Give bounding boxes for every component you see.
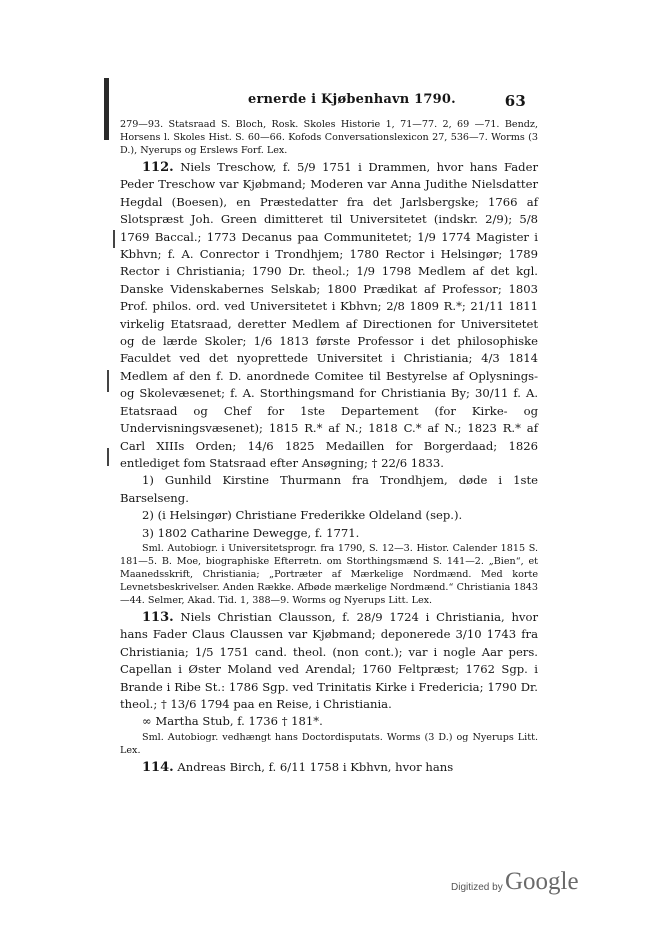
scan-margin-bar xyxy=(104,78,109,140)
entry-text: Niels Treschow, f. 5/9 1751 i Drammen, hvor hans Fader Peder Treschow var Kjøbmand; Moderen var Anna Judithe Nielsdatter Hegdal (Boesen), en Præstedatter fra det Jarlsbergske; 1766 af Slotspræst Joh. Green dimitteret til Universitetet (indskr. 2/9); 5/8 1769 Baccal.; 1773 Decanus paa Communitetet; 1/9 1774 Magister i Kbhvn; f. A. Conrector i Trondhjem; 1780 Rector i Helsingør; 1789 Rector i Christiania; 1790 Dr. theol.; 1/9 1798 Medlem af det kgl. Danske Videnskabernes Selskab; 1800 Prædikat af Professor; 1803 Prof. philos. ord. ved Universitetet i Kbhvn; 2/8 1809 R.*; 21/11 1811 virkelig Etatsraad, deretter Medlem af Directionen for Universitetet og de lærde Skoler; 1/6 1813 første Professor i det philosophiske Faculdet ved det nyoprettede Universitet i Christiania; 4/3 1814 Medlem af den f. D. anordnede Comitee til Bestyrelse af Oplysnings- og Skolevæsenet; f. A. Storthingsmand for Christiania By; 30/11 f. A. Etatsraad og Chef for 1ste Departement (for Kirke- og Undervisningsvæsenet); 1815 R.* af N.; 1818 C.* af N.; 1823 R.* af Carl XIIIs Orden; 14/6 1825 Medaillen for Borgerdaad; 1826 entlediget fom Statsraad efter Ansøgning; † 22/6 1833. xyxy=(120,160,539,470)
digitized-footer xyxy=(451,868,601,904)
page-number: 63 xyxy=(504,92,526,110)
entry-113 xyxy=(120,609,538,713)
margin-mark xyxy=(107,370,109,392)
entry-number: 112. xyxy=(142,160,174,175)
entry-112 xyxy=(120,159,538,472)
entry-number: 113. xyxy=(142,609,174,625)
google-logo: Google xyxy=(505,868,579,895)
running-title: ernerde i Kjøbenhavn 1790. xyxy=(248,92,456,107)
reference-block: Sml. Autobiogr. i Universitetsprogr. fra 1790, S. 12—3. Histor. Calender 1815 S. 181—5. B. Moe, biographiske Efterretn. om Storthingsmænd S. 141—2. „Bien“, et Maanedsskrift, Christiania; „Portræter af Mærkelige Nordmænd. Med korte Levnetsbeskrivelser. Anden Række. Afbøde mærkelige Nordmænd.“ Christiania 1843—44. Selmer, Akad. Tid. 1, 388—9. Worms og Nyerups Litt. Lex. xyxy=(120,542,538,606)
margin-mark xyxy=(113,230,115,248)
entry-number: 114. xyxy=(142,759,174,775)
spouse-line: ∞ Martha Stub, f. 1736 † 181*. xyxy=(142,714,323,729)
spouse-line: 3) 1802 Catharine Dewegge, f. 1771. xyxy=(142,525,360,540)
reference-block: 279—93. Statsraad S. Bloch, Rosk. Skoles Historie 1, 71—77. 2, 69 —71. Bendz, Horsens l. Skoles Hist. S. 60—66. Kofods Conversationslexicon 27, 536—7. Worms (3 D.), Nyerups og Erslews Forf. Lex. xyxy=(120,119,538,156)
margin-mark xyxy=(107,448,109,466)
entry-text: Andreas Birch, f. 6/11 1758 i Kbhvn, hvor hans xyxy=(177,759,454,774)
entry-text: Niels Christian Clausson, f. 28/9 1724 i Christiania, hvor hans Fader Claus Claussen var Kjøbmand; deponerede 3/10 1743 fra Christiania; 1/5 1751 cand. theol. (non cont.); var i nogle Aar pers. Capellan i Øster Moland ved Arendal; 1760 Feltpræst; 1762 Sgp. i Brande i Ribe St.: 1786 Sgp. ved Trinitatis Kirke i Fredericia; 1790 Dr. theol.; † 13/6 1794 paa en Reise, i Christiania. xyxy=(120,609,538,711)
page-header xyxy=(130,92,526,112)
body-text xyxy=(120,118,538,776)
spouse-line: 1) Gunhild Kirstine Thurmann fra Trondhjem, døde i 1ste Barselseng. xyxy=(120,473,538,505)
spouse-line: 2) (i Helsingør) Christiane Frederikke Oldeland (sep.). xyxy=(142,508,463,523)
digitized-label: Digitized by xyxy=(451,882,503,893)
entry-114 xyxy=(120,759,538,776)
reference-block: Sml. Autobiogr. vedhængt hans Doctordisputats. Worms (3 D.) og Nyerups Litt. Lex. xyxy=(120,731,538,756)
